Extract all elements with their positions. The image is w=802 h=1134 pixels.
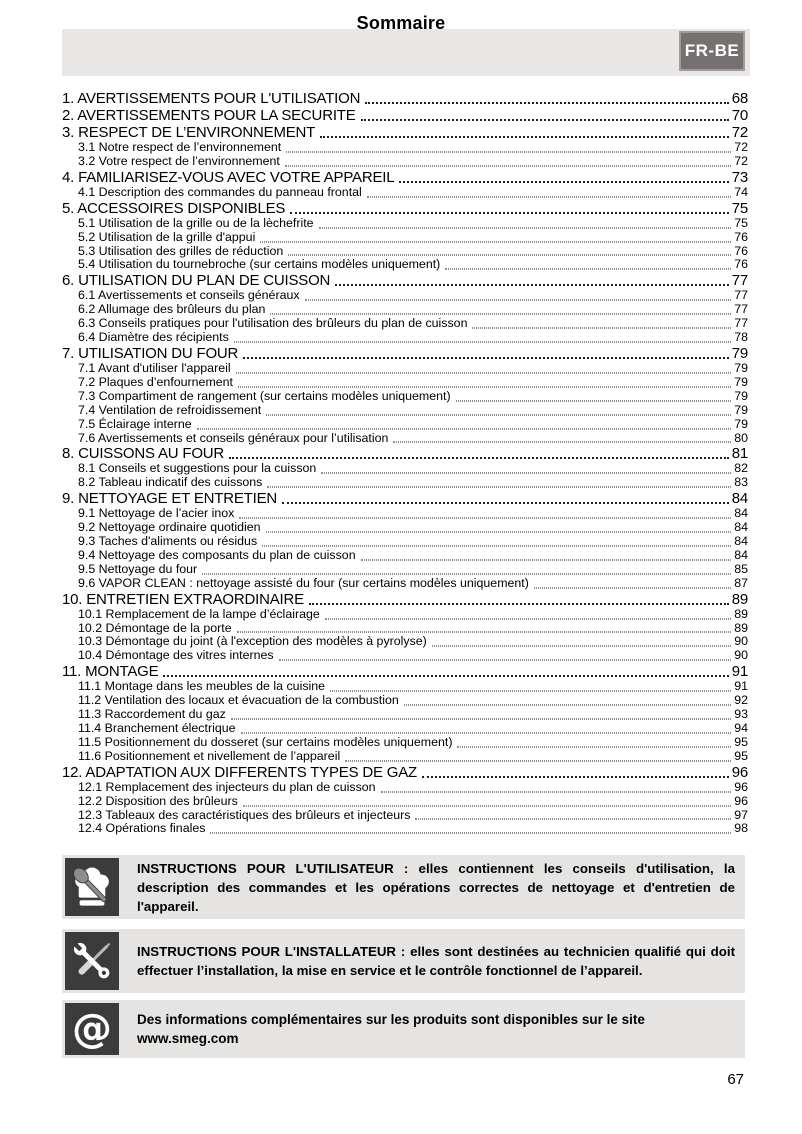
toc-subentry — [62, 608, 748, 622]
toc-dot-leader — [210, 833, 731, 834]
toc-entry — [62, 107, 748, 124]
toc-subentry — [62, 809, 748, 823]
toc-entry-label: 10.3 Démontage du joint (à l'exception des modèles à pyrolyse) — [78, 634, 427, 649]
toc-entry-label: 10.1 Remplacement de la lampe d’éclairage — [78, 606, 320, 621]
toc-page-number: 79 — [734, 388, 748, 403]
toc-dot-leader — [319, 227, 732, 228]
toc-dot-leader — [325, 618, 731, 619]
toc-entry-label: 4.1 Description des commandes du panneau frontal — [78, 184, 362, 199]
toc-entry — [62, 591, 748, 608]
toc-subentry — [62, 635, 748, 649]
toc-entry-label: 12.4 Opérations finales — [78, 821, 206, 836]
toc-page-number: 89 — [734, 620, 748, 635]
toc-entry-label: 5. ACCESSOIRES DISPONIBLES — [62, 199, 286, 217]
toc-dot-leader — [239, 518, 731, 519]
toc-entry — [62, 200, 748, 217]
toc-page-number: 77 — [734, 316, 748, 331]
toc-page-number: 78 — [734, 330, 748, 345]
toc-entry-label: 3. RESPECT DE L’ENVIRONNEMENT — [62, 124, 316, 141]
toc-dot-leader — [285, 165, 731, 166]
toc-page-number: 75 — [731, 199, 748, 217]
toc-page-number: 89 — [734, 606, 748, 621]
toc-page-number: 96 — [731, 763, 748, 781]
toc-entry-label: 12.1 Remplacement des injecteurs du plan de cuisson — [78, 779, 376, 794]
toc-subentry — [62, 535, 748, 549]
toc-subentry — [62, 521, 748, 535]
toc-subentry — [62, 781, 748, 795]
toc-entry — [62, 490, 748, 507]
toc-page-number: 75 — [734, 215, 748, 230]
toc-entry — [62, 764, 748, 781]
info-box-installer-instructions — [62, 929, 745, 993]
toc-page-number: 96 — [734, 779, 748, 794]
toc-entry-label: 11.3 Raccordement du gaz — [78, 707, 226, 722]
toc-entry-label: 7.5 Éclairage interne — [78, 416, 192, 431]
toc-entry-label: 9.2 Nettoyage ordinaire quotidien — [78, 520, 261, 535]
toc-entry-label: 5.1 Utilisation de la grille ou de la lèchefrite — [78, 215, 314, 230]
toc-dot-leader — [279, 660, 732, 661]
toc-page-number: 77 — [734, 302, 748, 317]
toc-dot-leader — [321, 473, 731, 474]
toc-dot-leader — [290, 212, 728, 214]
toc-dot-leader — [445, 269, 731, 270]
info-box-user-text: INSTRUCTIONS POUR L'UTILISATEUR : elles contiennent les conseils d'utilisation, la description des commandes et les opérations correctes de nettoyage et d'entretien de l'appareil. — [137, 860, 735, 914]
toc-page-number: 93 — [734, 707, 748, 722]
toc-entry-label: 10. ENTRETIEN EXTRAORDINAIRE — [62, 590, 304, 608]
info-box-installer-text: INSTRUCTIONS POUR L'INSTALLATEUR : elles sont destinées au technicien qualifié qui doit effectuer l’installation, la mise en service et le contrôle fonctionnel de l’appareil. — [137, 944, 735, 978]
toc-page-number: 96 — [734, 793, 748, 808]
toc-page-number: 82 — [734, 461, 748, 476]
toc-subentry — [62, 317, 748, 331]
toc-entry-label: 9.1 Nettoyage de l’acier inox — [78, 506, 235, 521]
at-icon — [65, 1003, 119, 1055]
toc-entry-label: 10.4 Démontage des vitres internes — [78, 648, 274, 663]
toc-page-number: 72 — [731, 124, 748, 141]
toc-entry-label: 11.4 Branchement électrique — [78, 721, 236, 735]
toc-page-number: 87 — [734, 575, 748, 590]
toc-dot-leader — [320, 136, 729, 138]
toc-entry-label: 11.6 Positionnement et nivellement de l’appareil — [78, 748, 341, 763]
toc-entry-label: 7.2 Plaques d’enfournement — [78, 374, 233, 389]
info-box-user-instructions — [62, 855, 745, 919]
toc-page-number: 77 — [731, 272, 748, 290]
toc-entry-label: 9.6 VAPOR CLEAN : nettoyage assisté du four (sur certains modèles uniquement) — [78, 575, 529, 590]
toc-page-number: 80 — [734, 430, 748, 445]
toc-dot-leader — [422, 776, 729, 778]
toc-page-number: 97 — [734, 807, 748, 822]
tools-icon — [65, 932, 119, 990]
toc-page-number: 72 — [734, 153, 748, 168]
toc-dot-leader — [270, 314, 731, 315]
toc-entry-label: 7.1 Avant d'utiliser l'appareil — [78, 360, 231, 375]
toc-page-number: 91 — [734, 679, 748, 694]
toc-subentry — [62, 462, 748, 476]
toc-entry-label: 6. UTILISATION DU PLAN DE CUISSON — [62, 272, 331, 290]
toc-dot-leader — [365, 102, 728, 104]
toc-subentry — [62, 362, 748, 376]
toc-subentry — [62, 563, 748, 577]
toc-page-number: 95 — [734, 734, 748, 749]
toc-dot-leader — [286, 151, 731, 152]
toc-subentry — [62, 376, 748, 390]
toc-page-number: 90 — [734, 648, 748, 663]
toc-entry-label: 8.2 Tableau indicatif des cuissons — [78, 475, 263, 490]
toc-dot-leader — [243, 357, 729, 359]
page-title: Sommaire — [356, 13, 446, 33]
toc-dot-leader — [335, 284, 729, 286]
toc-entry-label: 6.4 Diamètre des récipients — [78, 330, 229, 345]
toc-dot-leader — [282, 502, 729, 504]
toc-page-number: 81 — [731, 445, 748, 463]
toc-page-number: 79 — [734, 360, 748, 375]
toc-subentry — [62, 141, 748, 155]
toc-dot-leader — [472, 328, 731, 329]
toc-entry-label: 12. ADAPTATION AUX DIFFERENTS TYPES DE GAZ — [62, 763, 418, 781]
toc-entry-label: 9.4 Nettoyage des composants du plan de cuisson — [78, 547, 356, 562]
toc-entry-label: 9.3 Taches d'aliments ou résidus — [78, 534, 258, 549]
toc-entry-label: 5.3 Utilisation des grilles de réduction — [78, 243, 284, 258]
toc-subentry — [62, 303, 748, 317]
toc-subentry — [62, 418, 748, 432]
toc-entry-label: 8.1 Conseils et suggestions pour la cuisson — [78, 461, 317, 476]
toc-subentry — [62, 507, 748, 521]
toc-subentry — [62, 722, 748, 736]
toc-dot-leader — [456, 400, 732, 401]
toc-page-number: 79 — [734, 374, 748, 389]
toc-entry — [62, 445, 748, 462]
toc-entry-label: 7.4 Ventilation de refroidissement — [78, 402, 262, 417]
toc-subentry — [62, 708, 748, 722]
toc-entry-label: 4. FAMILIARISEZ-VOUS AVEC VOTRE APPAREIL — [62, 168, 395, 186]
at-glyph: @ — [72, 1006, 112, 1052]
toc-page-number: 84 — [731, 490, 748, 508]
toc-entry — [62, 345, 748, 362]
toc-entry-label: 1. AVERTISSEMENTS POUR L'UTILISATION — [62, 90, 361, 107]
toc-subentry — [62, 822, 748, 836]
toc-subentry — [62, 736, 748, 750]
toc-dot-leader — [399, 181, 728, 183]
toc-entry-label: 8. CUISSONS AU FOUR — [62, 445, 225, 463]
toc-page-number: 89 — [731, 590, 748, 608]
info-box-website — [62, 1000, 745, 1058]
toc-page-number: 84 — [734, 520, 748, 535]
toc-subentry — [62, 649, 748, 663]
toc-entry-label: 2. AVERTISSEMENTS POUR LA SECURITE — [62, 107, 356, 124]
toc-dot-leader — [393, 442, 731, 443]
toc-dot-leader — [415, 819, 731, 820]
toc-subentry — [62, 245, 748, 259]
toc-subentry — [62, 795, 748, 809]
toc-entry-label: 12.3 Tableaux des caractéristiques des brûleurs et injecteurs — [78, 807, 411, 822]
toc-page-number: 84 — [734, 534, 748, 549]
toc-page-number: 83 — [734, 475, 748, 490]
toc-dot-leader — [361, 559, 732, 560]
toc-subentry — [62, 622, 748, 636]
info-box-website-text: Des informations complémentaires sur les produits sont disponibles sur le site www.smeg.com — [137, 1012, 645, 1046]
toc-dot-leader — [229, 457, 729, 459]
toc-subentry — [62, 694, 748, 708]
toc-subentry — [62, 186, 748, 200]
toc-page-number: 68 — [731, 90, 748, 107]
toc-entry-label: 5.4 Utilisation du tournebroche (sur certains modèles uniquement) — [78, 257, 441, 272]
toc-page-number: 79 — [734, 402, 748, 417]
toc-entry — [62, 90, 748, 107]
toc-page-number: 98 — [734, 821, 748, 836]
toc-entry — [62, 272, 748, 289]
toc-dot-leader — [236, 372, 732, 373]
toc-page-number: 84 — [734, 547, 748, 562]
toc-dot-leader — [243, 805, 731, 806]
toc-page-number: 70 — [731, 107, 748, 124]
toc-page-number: 79 — [734, 416, 748, 431]
footer-page-number: 67 — [727, 1071, 744, 1088]
toc-entry-label: 3.1 Notre respect de l’environnement — [78, 140, 282, 154]
language-badge: FR-BE — [679, 31, 745, 71]
toc-dot-leader — [202, 573, 731, 574]
toc-entry-label: 3.2 Votre respect de l’environnement — [78, 153, 280, 168]
toc-entry — [62, 124, 748, 141]
toc-dot-leader — [345, 760, 731, 761]
toc-entry-label: 11.5 Positionnement du dosseret (sur certains modèles uniquement) — [78, 734, 453, 749]
toc-page-number: 84 — [734, 506, 748, 521]
toc-entry-label: 11.2 Ventilation des locaux et évacuation de la combustion — [78, 693, 399, 708]
toc-entry — [62, 169, 748, 186]
toc-page-number: 85 — [734, 561, 748, 576]
toc-dot-leader — [305, 300, 732, 301]
toc-dot-leader — [260, 241, 731, 242]
toc-entry-label: 7. UTILISATION DU FOUR — [62, 344, 239, 362]
toc-subentry — [62, 331, 748, 345]
toc-dot-leader — [404, 705, 731, 706]
toc-entry-label: 6.2 Allumage des brûleurs du plan — [78, 302, 266, 317]
toc-entry-label: 10.2 Démontage de la porte — [78, 620, 232, 635]
toc-dot-leader — [309, 603, 729, 605]
toc-entry-label: 5.2 Utilisation de la grille d'appui — [78, 229, 256, 244]
toc-dot-leader — [266, 414, 731, 415]
toc-dot-leader — [266, 532, 732, 533]
toc-entry-label: 9. NETTOYAGE ET ENTRETIEN — [62, 490, 278, 508]
toc-page-number: 77 — [734, 288, 748, 303]
toc-subentry — [62, 432, 748, 446]
toc-dot-leader — [534, 587, 731, 588]
toc-dot-leader — [288, 255, 731, 256]
toc-dot-leader — [241, 732, 732, 733]
toc-entry — [62, 663, 748, 680]
toc-dot-leader — [381, 791, 732, 792]
toc-entry-label: 11.1 Montage dans les meubles de la cuisine — [78, 679, 326, 694]
toc-entry-label: 11. MONTAGE — [62, 663, 159, 681]
toc-dot-leader — [361, 119, 729, 121]
toc-page-number: 74 — [734, 184, 748, 199]
toc-page-number: 91 — [731, 663, 748, 681]
toc-subentry — [62, 549, 748, 563]
header-band — [62, 29, 750, 76]
toc-subentry — [62, 680, 748, 694]
toc-dot-leader — [237, 632, 732, 633]
toc-subentry — [62, 231, 748, 245]
toc-dot-leader — [432, 646, 731, 647]
toc-dot-leader — [163, 675, 728, 677]
chef-hat-spoon-icon — [65, 858, 119, 916]
toc-subentry — [62, 155, 748, 169]
toc-page-number: 94 — [734, 721, 748, 735]
toc-page-number: 90 — [734, 634, 748, 649]
toc-page-number: 73 — [731, 168, 748, 186]
toc-entry-label: 12.2 Disposition des brûleurs — [78, 793, 238, 808]
toc-dot-leader — [262, 545, 731, 546]
toc-page-number: 72 — [734, 140, 748, 154]
toc-dot-leader — [267, 487, 731, 488]
toc-subentry — [62, 217, 748, 231]
toc-page-number: 95 — [734, 748, 748, 763]
toc-page-number: 76 — [734, 229, 748, 244]
toc-dot-leader — [197, 428, 732, 429]
toc-entry-label: 7.6 Avertissements et conseils généraux pour l’utilisation — [78, 430, 389, 445]
toc-entry-label: 6.3 Conseils pratiques pour l'utilisation des brûleurs du plan de cuisson — [78, 316, 468, 331]
toc-dot-leader — [231, 719, 731, 720]
toc-subentry — [62, 577, 748, 591]
toc-page-number: 76 — [734, 257, 748, 272]
toc-subentry — [62, 476, 748, 490]
toc-subentry — [62, 404, 748, 418]
toc-dot-leader — [367, 196, 731, 197]
toc-page-number: 79 — [731, 344, 748, 362]
toc-entry-label: 9.5 Nettoyage du four — [78, 561, 198, 576]
toc-dot-leader — [330, 691, 731, 692]
toc-page-number: 76 — [734, 243, 748, 258]
toc-dot-leader — [238, 386, 731, 387]
toc-page-number: 92 — [734, 693, 748, 708]
toc-dot-leader — [234, 341, 731, 342]
toc-subentry — [62, 289, 748, 303]
toc-dot-leader — [457, 746, 731, 747]
toc-subentry — [62, 750, 748, 764]
toc-subentry — [62, 390, 748, 404]
toc-entry-label: 6.1 Avertissements et conseils généraux — [78, 288, 300, 303]
toc — [62, 90, 748, 836]
toc-entry-label: 7.3 Compartiment de rangement (sur certains modèles uniquement) — [78, 388, 451, 403]
toc-subentry — [62, 258, 748, 272]
